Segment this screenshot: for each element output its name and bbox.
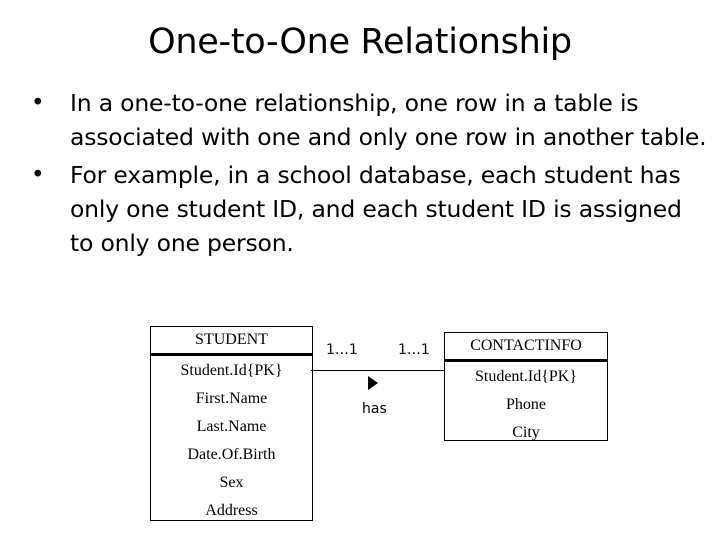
bullet-text: For example, in a school database, each student has only one student ID, and each student ID is assigned to only one person.	[70, 161, 682, 257]
entity-name: STUDENT	[195, 331, 268, 348]
bullet-list	[30, 86, 710, 264]
slide-title: One-to-One Relationship	[148, 22, 572, 62]
attribute: First.Name	[195, 390, 268, 407]
attribute-list	[151, 356, 312, 525]
bullet-icon: •	[31, 90, 45, 116]
bullet-text: In a one-to-one relationship, one row in a table is associated with one and only one row in another table.	[70, 89, 707, 151]
attribute: Last.Name	[196, 418, 267, 435]
contactinfo-entity	[444, 332, 608, 441]
left-cardinality: 1…1	[326, 342, 358, 358]
right-cardinality: 1…1	[398, 342, 430, 358]
bullet-item	[30, 158, 710, 260]
entity-name: CONTACTINFO	[470, 337, 582, 354]
bullet-item	[30, 86, 710, 154]
attribute: Sex	[219, 474, 244, 491]
right-triangle-icon	[368, 376, 378, 390]
attribute: City	[512, 424, 540, 441]
student-entity	[150, 326, 313, 521]
bullet-icon: •	[31, 162, 45, 188]
attribute: Student.Id{PK}	[180, 362, 283, 379]
attribute: Phone	[506, 396, 546, 413]
attribute: Date.Of.Birth	[187, 446, 276, 463]
attribute: Address	[205, 502, 258, 519]
relationship-label: has	[362, 401, 387, 417]
relationship-line	[311, 370, 444, 371]
attribute: Student.Id{PK}	[474, 368, 578, 385]
attribute-list	[445, 362, 607, 447]
